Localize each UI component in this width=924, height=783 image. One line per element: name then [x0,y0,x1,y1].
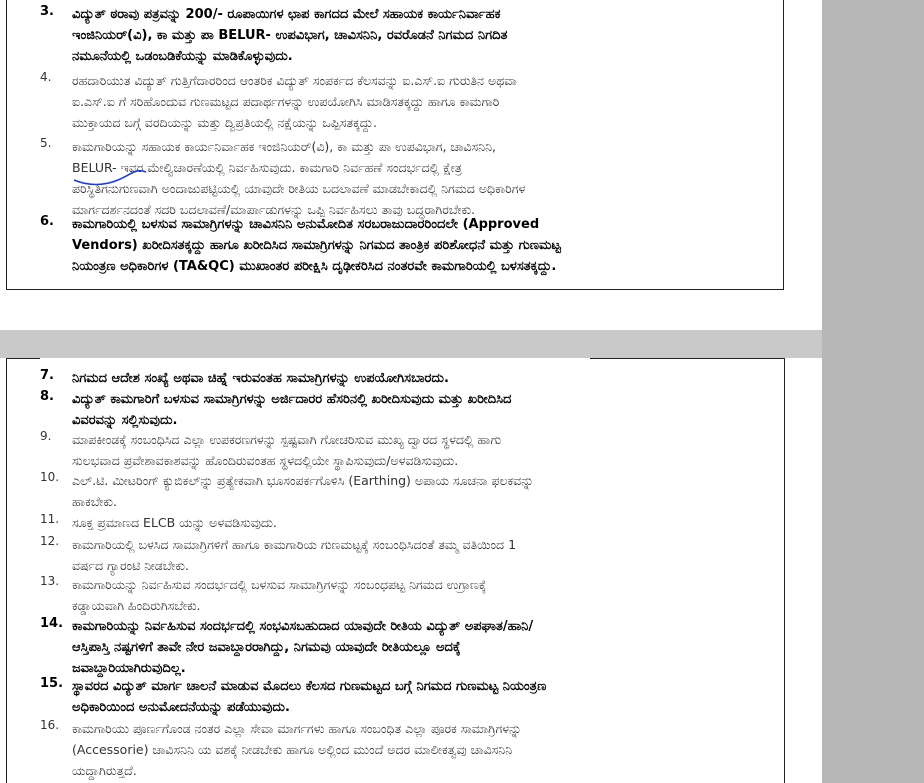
item-number: 8. [40,389,54,404]
document-page-2 [0,358,822,783]
item-number: 9. [40,429,52,443]
page-2-frame-top-left [6,358,40,359]
page-2-frame-top-right [590,358,785,359]
item-text [72,512,744,533]
text-line: ಆಸ್ತಿಪಾಸ್ತಿ ನಷ್ಟಗಳಿಗೆ ತಾವೇ ನೇರ ಜವಾಬ್ದಾರರಾಗಿದ್ದು, ನಿಗಮವು ಯಾವುದೇ ರೀತಿಯಲ್ಲೂ ಅದಕ್ಕೆ [72,640,461,655]
item-number: 12. [40,534,60,548]
item-text [72,136,744,220]
text-line: ನಮೂನೆಯಲ್ಲಿ ಒಡಂಬಡಿಕೆಯನ್ನು ಮಾಡಿಕೊಳ್ಳುವುದು. [72,49,293,64]
text-line: ಕಾಮಗಾರಿಯಲ್ಲಿ ಬಳಸಿದ ಸಾಮಾಗ್ರಿಗಳಿಗೆ ಹಾಗೂ ಕಾಮಗಾರಿಯ ಗುಣಮಟ್ಟಕ್ಕೆ ಸಂಬಂಧಿಸಿದಂತೆ ತಮ್ಮ ವತಿಯಿಂದ 1 [72,537,517,552]
viewer-scroll-area[interactable] [822,0,924,783]
text-line: ಕಾಮಗಾರಿಯು ಪೂರ್ಣಗೊಂಡ ನಂತರ ಎಲ್ಲಾ ಸೇವಾ ಮಾರ್ಗಗಳು ಹಾಗೂ ಸಂಬಂಧಿತ ಎಲ್ಲಾ ಪೂರಕ ಸಾಮಾಗ್ರಿಗಳನ್ನು [72,721,522,736]
item-number: 14. [40,616,64,631]
item-text [72,534,744,576]
text-line: ಕಡ್ಡಾಯವಾಗಿ ಹಿಂದಿರುಗಿಸಬೇಕು. [72,598,201,613]
text-line: ಮಾರ್ಗದರ್ಶನದಂತೆ ಸದರಿ ಬದಲಾವಣೆ/ಮಾರ್ಪಾಡುಗಳನ್ನು ಒಪ್ಪಿ ನಿರ್ವಹಿಸಲು ತಾವು ಬದ್ಧರಾಗಿರಬೇಕು. [72,202,476,217]
item-number: 3. [40,4,54,19]
item-text [72,214,744,277]
text-line: ವಿದ್ಯುತ್ ಠರಾವು ಪತ್ರವನ್ನು 200/- ರೂಪಾಯಿಗಳ ಛಾಪ ಕಾಗದದ ಮೇಲೆ ಸಹಾಯಕ ಕಾರ್ಯನಿರ್ವಾಹಕ [72,7,501,22]
text-line: ಐ.ಎಸ್.ಐ ಗೆ ಸರಿಹೊಂದುವ ಗುಣಮಟ್ಟದ ಪದಾರ್ಥಗಳನ್ನು ಉಪಯೋಗಿಸಿ ಮಾಡಿಸತಕ್ಕದ್ದು ಹಾಗೂ ಕಾಮಗಾರಿ [72,94,500,109]
item-number: 7. [40,368,54,383]
item-text [72,470,744,512]
text-line: ಸೂಕ್ತ ಪ್ರಮಾಣದ ELCB ಯನ್ನು ಅಳವಡಿಸುವುದು. [72,515,277,530]
item-text [72,616,744,679]
text-line: ಅಧಿಕಾರಿಯಿಂದ ಅನುಮೋದನೆಯನ್ನು ಪಡೆಯುವುದು. [72,700,290,715]
text-line: ಇಂಜಿನಿಯರ್(ವಿ), ಕಾ ಮತ್ತು ಪಾ BELUR- ಉಪವಿಭಾಗ, ಚಾವಿಸನಿನಿ, ರವರೊಡನೆ ನಿಗಮದ ನಿಗದಿತ [72,28,508,43]
text-line: ವಿದ್ಯುತ್ ಕಾಮಗಾರಿಗೆ ಬಳಸುವ ಸಾಮಾಗ್ರಿಗಳನ್ನು ಅರ್ಜಿದಾರರ ಹೆಸರಿನಲ್ಲಿ ಖರೀದಿಸುವುದು ಮತ್ತು ಖರೀದಿಸಿದ [72,392,512,407]
item-number: 6. [40,214,54,229]
item-number: 4. [40,70,52,84]
text-line: ಯದ್ದಾಗಿರುತ್ತದೆ. [72,763,137,778]
text-line: ವರ್ಷದ ಗ್ಯಾರಂಟಿ ನೀಡಬೇಕು. [72,558,189,573]
text-line: ಕಾಮಗಾರಿಯನ್ನು ನಿರ್ವಹಿಸುವ ಸಂದರ್ಭದಲ್ಲಿ ಬಳಸುವ ಸಾಮಾಗ್ರಿಗಳನ್ನು ಸಂಬಂಧಪಟ್ಟ ನಿಗಮದ ಉಗ್ರಾಣಕ್ಕೆ [72,577,487,592]
text-line: ನಿಯಂತ್ರಣ ಅಧಿಕಾರಿಗಳ (TA&QC) ಮುಖಾಂತರ ಪರೀಕ್ಷಿಸಿ ದೃಢೀಕರಿಸಿದ ನಂತರವೇ ಕಾಮಗಾರಿಯಲ್ಲಿ ಬಳಸತಕ್ಕದ್ದು. [72,259,557,274]
item-text [72,368,744,389]
item-text [72,429,744,471]
text-line: ಹಾಕಬೇಕು. [72,494,117,509]
page-2-frame-left [6,358,7,783]
item-text [72,389,744,431]
text-line: ಮಾಪಕೀಂಡಕ್ಕೆ ಸಂಬಂಧಿಸಿದ ಎಲ್ಲಾ ಉಪಕರಣಗಳನ್ನು ಸ್ಪಷ್ಟವಾಗಿ ಗೋಚರಿಸುವ ಮುಖ್ಯ ದ್ವಾರದ ಸ್ಥಳದಲ್ಲಿ ಹಾಗು [72,432,502,447]
text-line: ನಿಗಮದ ಆದೇಶ ಸಂಖ್ಯೆ ಅಥವಾ ಚಿಹ್ನೆ ಇರುವಂತಹ ಸಾಮಾಗ್ರಿಗಳನ್ನು ಉಪಯೋಗಿಸಬಾರದು. [72,371,449,386]
item-text [72,676,744,718]
text-line: ಕಾಮಗಾರಿಯಲ್ಲಿ ಬಳಸುವ ಸಾಮಾಗ್ರಿಗಳನ್ನು ಚಾವಿಸನಿನಿ ಅನುಮೋದಿತ ಸರಬರಾಜುದಾರರಿಂದಲೇ (Approved [72,217,540,232]
item-number: 5. [40,136,52,150]
text-line: ಎಲ್.ಟಿ. ಮೀಟರಿಂಗ್ ಕ್ಯುಬಿಕಲ್‌ನ್ನು ಪ್ರತ್ಯೇಕವಾಗಿ ಭೂಸಂಪರ್ಕಗೊಳಿಸಿ (Earthing) ಅಪಾಯ ಸೂಚನಾ ಫಲಕವನ್ನು [72,473,534,488]
item-number: 16. [40,718,60,732]
text-line: Vendors) ಖರೀದಿಸತಕ್ಕದ್ದು ಹಾಗೂ ಖರೀದಿಸಿದ ಸಾಮಾಗ್ರಿಗಳನ್ನು ನಿಗಮದ ತಾಂತ್ರಿಕ ಪರಿಶೋಧನೆ ಮತ್ತು ಗುಣಮಟ್ಟ [72,238,561,253]
text-line: ವಿವರವನ್ನು ಸಲ್ಲಿಸುವುದು. [72,413,178,428]
text-line: ರಹದಾರಿಯುತ ವಿದ್ಯುತ್ ಗುತ್ತಿಗೆದಾರರಿಂದ ಆಂತರಿಕ ವಿದ್ಯುತ್ ಸಂಪರ್ಕದ ಕೆಲಸವನ್ನು ಐ.ಎಸ್.ಐ ಗುರುತಿನ ಅಥವಾ [72,73,517,88]
item-text [72,574,744,616]
item-text [72,70,744,133]
text-line: ಜವಾಬ್ದಾರಿಯಾಗಿರುವುದಿಲ್ಲ. [72,661,186,676]
text-line: ಮುಕ್ತಾಯದ ಬಗ್ಗೆ ವರದಿಯನ್ನು ಮತ್ತು ದ್ವಿಪ್ರತಿಯಲ್ಲಿ ನಕ್ಷೆಯನ್ನು ಒಪ್ಪಿಸತಕ್ಕದ್ದು. [72,115,377,130]
text-line: ಕಾಮಗಾರಿಯನ್ನು ಸಹಾಯಕ ಕಾರ್ಯನಿರ್ವಾಹಕ ಇಂಜಿನಿಯರ್(ವಿ), ಕಾ ಮತ್ತು ಪಾ ಉಪವಿಭಾಗ, ಚಾವಿಸನಿನಿ, [72,139,496,154]
text-line: ಪರಿಸ್ಥಿತಿಗನುಗುಣವಾಗಿ ಅಂದಾಜುಪಟ್ಟಿಯಲ್ಲಿ ಯಾವುದೇ ರೀತಿಯ ಬದಲಾವಣೆ ಮಾಡಬೇಕಾದಲ್ಲಿ ನಿಗಮದ ಅಧಿಕಾರಿಗಳ [72,181,526,196]
text-line: ಕಾಮಗಾರಿಯನ್ನು ನಿರ್ವಹಿಸುವ ಸಂದರ್ಭದಲ್ಲಿ ಸಂಭವಿಸಬಹುದಾದ ಯಾವುದೇ ರೀತಿಯ ವಿದ್ಯುತ್ ಅಪಘಾತ/ಹಾನಿ/ [72,619,534,634]
item-text [72,4,744,67]
handwritten-underline [70,166,150,186]
item-number: 15. [40,676,64,691]
page-2-frame-right [784,358,785,783]
item-number: 13. [40,574,60,588]
text-line: ಸುಲಭವಾದ ಪ್ರವೇಶಾವಕಾಶವನ್ನು ಹೊಂದಿರುವಂತಹ ಸ್ಥಳದಲ್ಲಿಯೇ ಸ್ಥಾಪಿಸುವುದು/ಅಳವಡಿಸುವುದು. [72,453,459,468]
text-line: BELUR- ಇವರ ಮೇಲ್ವಿಚಾರಣೆಯಲ್ಲಿ ನಿರ್ವಹಿಸುವುದು. ಕಾಮಗಾರಿ ನಿರ್ವಹಣೆ ಸಂದರ್ಭದಲ್ಲಿ ಕ್ಷೇತ್ರ [72,160,462,175]
document-page-1 [0,0,822,330]
text-line: ಸ್ಥಾವರದ ವಿದ್ಯುತ್ ಮಾರ್ಗ ಚಾಲನೆ ಮಾಡುವ ಮೊದಲು ಕೆಲಸದ ಗುಣಮಟ್ಟದ ಬಗ್ಗೆ ನಿಗಮದ ಗುಣಮಟ್ಟ ನಿಯಂತ್ರಣ [72,679,547,694]
page-separator [0,330,822,358]
item-number: 10. [40,470,60,484]
item-number: 11. [40,512,60,526]
item-text [72,718,744,781]
text-line: (Accessorie) ಚಾವಿಸನಿನಿ ಯ ವಶಕ್ಕೆ ನೀಡಬೇಕು ಹಾಗೂ ಅಲ್ಲಿಂದ ಮುಂದೆ ಅದರ ಮಾಲೀಕತ್ವವು ಚಾವಿಸನಿನಿ [72,742,513,757]
